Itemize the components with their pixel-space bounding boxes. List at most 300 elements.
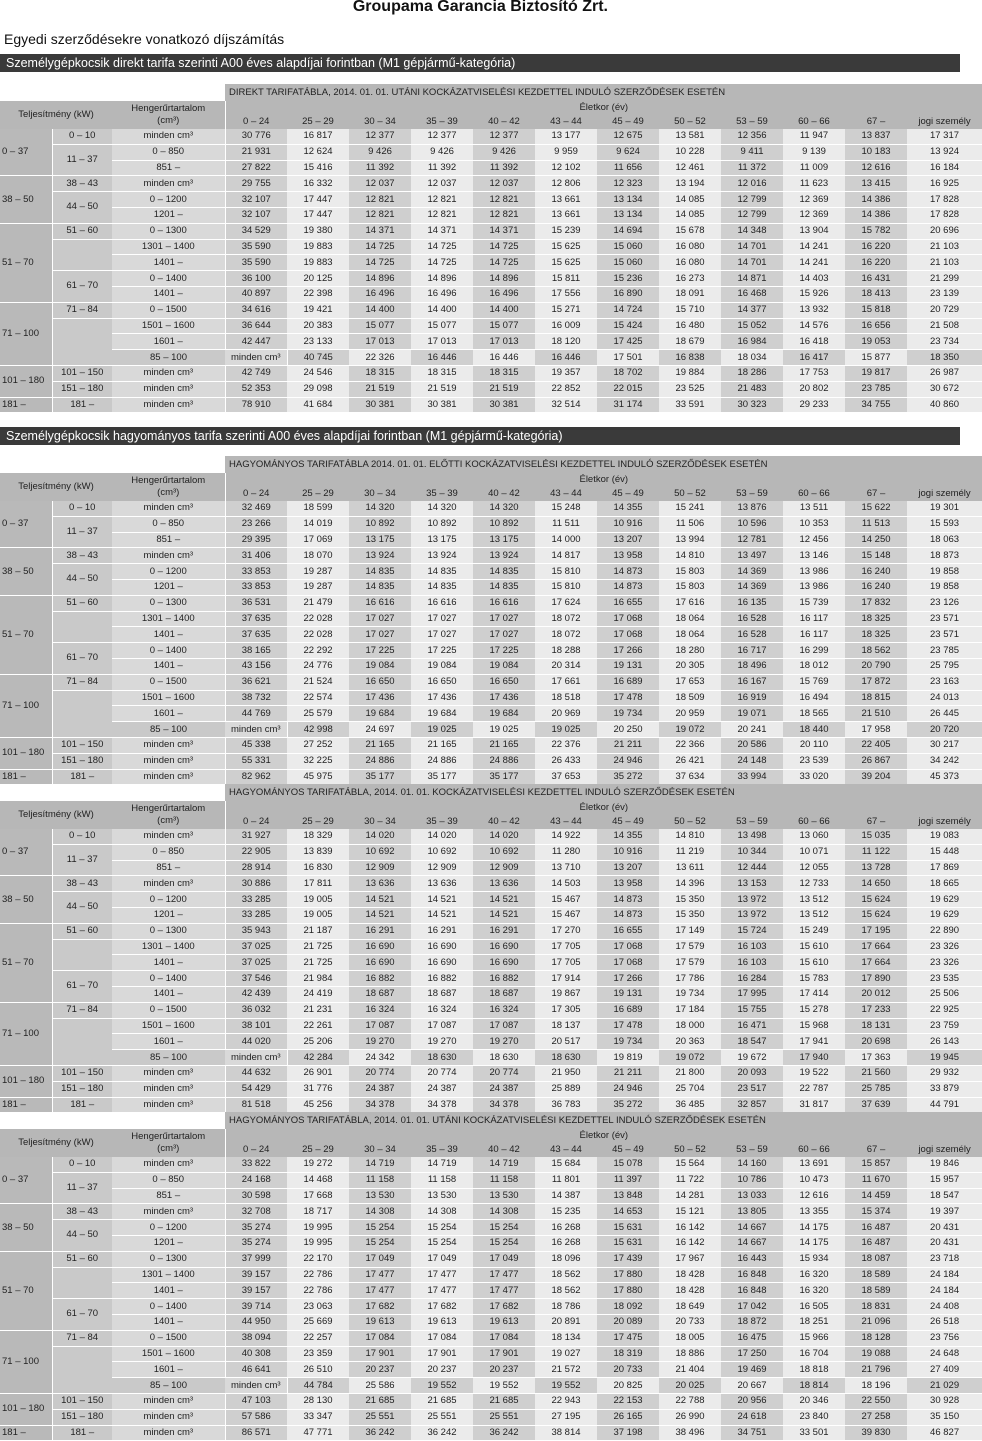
premium-cell: 15 254: [349, 1235, 411, 1251]
premium-cell: 18 091: [659, 286, 721, 302]
premium-cell: 15 254: [473, 1235, 535, 1251]
cc-range-label: minden cm³: [112, 381, 225, 397]
premium-cell: 24 419: [287, 986, 349, 1002]
premium-cell: 20 383: [287, 318, 349, 334]
cc-range-label: minden cm³: [112, 1081, 225, 1097]
premium-cell: 18 000: [659, 1018, 721, 1034]
cc-range-label: 0 – 1400: [112, 971, 225, 987]
premium-cell: 29 755: [225, 176, 287, 192]
premium-cell: 14 371: [473, 223, 535, 239]
premium-cell: 14 653: [597, 1204, 659, 1220]
premium-cell: 14 873: [597, 907, 659, 923]
premium-cell: 14 403: [783, 271, 845, 287]
premium-cell: 23 571: [907, 627, 982, 643]
premium-cell: 17 027: [349, 611, 411, 627]
premium-cell: 15 271: [535, 302, 597, 318]
premium-cell: 52 353: [225, 381, 287, 397]
premium-cell: 14 241: [783, 255, 845, 271]
premium-cell: 15 078: [597, 1157, 659, 1172]
premium-cell: 16 689: [597, 1002, 659, 1018]
kw-subgroup-label: 85 – 100: [112, 722, 225, 738]
premium-cell: 14 835: [349, 564, 411, 580]
premium-cell: 16 616: [473, 595, 535, 611]
age-column-header: 53 – 59: [721, 1143, 783, 1157]
age-column-header: 0 – 24: [225, 115, 287, 129]
premium-cell: 20 346: [783, 1393, 845, 1409]
premium-cell: 21 796: [845, 1362, 907, 1378]
premium-cell: 12 461: [659, 160, 721, 176]
premium-cell: 16 650: [473, 674, 535, 690]
premium-cell: 17 890: [845, 971, 907, 987]
premium-cell: 17 414: [783, 986, 845, 1002]
premium-cell: 15 254: [411, 1235, 473, 1251]
premium-cell: 14 810: [659, 548, 721, 564]
premium-cell: 17 828: [907, 207, 982, 223]
premium-cell: 33 347: [287, 1409, 349, 1425]
premium-cell: 16 431: [845, 271, 907, 287]
premium-cell: 16 496: [349, 286, 411, 302]
premium-cell: 16 494: [783, 690, 845, 706]
premium-cell: 20 363: [659, 1034, 721, 1050]
age-column-header: 35 – 39: [411, 115, 473, 129]
premium-cell: 19 552: [473, 1378, 535, 1394]
cc-range-label: 1201 –: [112, 207, 225, 223]
premium-cell: 32 469: [225, 501, 287, 516]
premium-cell: 15 235: [535, 1204, 597, 1220]
premium-cell: 14 694: [597, 223, 659, 239]
premium-cell: 14 701: [721, 255, 783, 271]
premium-cell: 13 530: [411, 1188, 473, 1204]
premium-cell: 14 835: [349, 579, 411, 595]
premium-cell: 16 320: [783, 1283, 845, 1299]
age-column-header: 35 – 39: [411, 1143, 473, 1157]
premium-cell: 12 616: [845, 160, 907, 176]
cc-range-label: 1501 – 1600: [112, 690, 225, 706]
premium-cell: 18 562: [535, 1283, 597, 1299]
premium-cell: 14 521: [473, 892, 535, 908]
premium-cell: 37 635: [225, 627, 287, 643]
premium-cell: 16 984: [721, 334, 783, 350]
premium-cell: 30 323: [721, 397, 783, 413]
cc-header-label: Hengerűrtartalom: [131, 103, 206, 114]
cc-range-label: minden cm³: [112, 753, 225, 769]
premium-cell: 11 158: [349, 1172, 411, 1188]
premium-cell: 16 446: [411, 350, 473, 366]
premium-cell: 35 590: [225, 239, 287, 255]
premium-cell: 19 005: [287, 907, 349, 923]
premium-cell: 15 968: [783, 1018, 845, 1034]
premium-cell: 17 068: [597, 627, 659, 643]
premium-cell: 13 848: [597, 1188, 659, 1204]
premium-cell: 18 072: [535, 611, 597, 627]
premium-cell: 12 377: [349, 129, 411, 144]
premium-cell: 18 315: [349, 365, 411, 381]
premium-cell: 32 107: [225, 207, 287, 223]
cc-range-label: 0 – 1400: [112, 1299, 225, 1315]
table-row: [0, 1172, 982, 1188]
premium-cell: 17 027: [473, 627, 535, 643]
table-row: [0, 1362, 982, 1378]
premium-cell: 20 667: [721, 1378, 783, 1394]
premium-cell: 15 803: [659, 564, 721, 580]
premium-cell: 17 013: [473, 334, 535, 350]
premium-cell: 19 397: [907, 1204, 982, 1220]
age-column-header: 45 – 49: [597, 815, 659, 829]
premium-cell: 44 950: [225, 1314, 287, 1330]
kw-subgroup-label: [52, 318, 112, 365]
cc-range-label: 1401 –: [112, 955, 225, 971]
premium-cell: 15 724: [721, 923, 783, 939]
premium-cell: 16 650: [349, 674, 411, 690]
premium-cell: 15 467: [535, 892, 597, 908]
table-row: [0, 1314, 982, 1330]
premium-cell: 16 268: [535, 1235, 597, 1251]
cc-range-label: 1401 –: [112, 255, 225, 271]
premium-cell: 19 552: [411, 1378, 473, 1394]
premium-cell: 24 387: [349, 1081, 411, 1097]
kw-group-label: 71 – 100: [0, 1002, 52, 1065]
premium-cell: 12 444: [721, 860, 783, 876]
premium-cell: 25 785: [845, 1081, 907, 1097]
age-column-header: jogi személy: [907, 487, 982, 501]
premium-cell: 18 005: [659, 1330, 721, 1346]
premium-cell: 44 020: [225, 1034, 287, 1050]
premium-cell: 14 896: [411, 271, 473, 287]
premium-cell: 16 690: [473, 939, 535, 955]
rate-table-traditional-before-2014: [0, 456, 982, 785]
premium-cell: 17 266: [597, 643, 659, 659]
premium-cell: 23 163: [907, 674, 982, 690]
premium-cell: 15 254: [473, 1220, 535, 1236]
premium-cell: 13 636: [473, 876, 535, 892]
premium-cell: 19 884: [659, 365, 721, 381]
table-row: [0, 286, 982, 302]
premium-cell: 18 325: [845, 627, 907, 643]
table-row: [0, 611, 982, 627]
premium-cell: 19 084: [473, 658, 535, 674]
premium-cell: 16 291: [473, 923, 535, 939]
cc-range-label: minden cm³: [112, 176, 225, 192]
premium-cell: 35 274: [225, 1235, 287, 1251]
premium-cell: 16 117: [783, 611, 845, 627]
premium-cell: 17 436: [349, 690, 411, 706]
premium-cell: 19 380: [287, 223, 349, 239]
cc-range-label: 851 –: [112, 860, 225, 876]
premium-cell: 25 506: [907, 986, 982, 1002]
premium-cell: 36 032: [225, 1002, 287, 1018]
premium-cell: 9 624: [597, 144, 659, 160]
premium-cell: 11 656: [597, 160, 659, 176]
kw-subgroup-label: [52, 1346, 112, 1393]
table-row: [0, 737, 982, 753]
premium-cell: 18 702: [597, 365, 659, 381]
premium-cell: 13 972: [721, 907, 783, 923]
premium-cell: 18 687: [473, 986, 535, 1002]
premium-cell: 14 521: [411, 907, 473, 923]
premium-cell: 39 830: [845, 1425, 907, 1441]
premium-cell: 26 433: [535, 753, 597, 769]
cc-header-unit: (cm³): [157, 815, 180, 826]
cc-range-label: 0 – 1300: [112, 1251, 225, 1267]
table-row: [0, 844, 982, 860]
premium-cell: 14 175: [783, 1220, 845, 1236]
premium-cell: 15 060: [597, 255, 659, 271]
premium-cell: 37 999: [225, 1251, 287, 1267]
premium-cell: 38 732: [225, 690, 287, 706]
premium-cell: 17 225: [473, 643, 535, 659]
table-row: [0, 1330, 982, 1346]
cc-range-label: minden cm³: [112, 1425, 225, 1441]
premium-cell: 20 802: [783, 381, 845, 397]
premium-cell: 38 496: [659, 1425, 721, 1441]
kw-subgroup-label: 38 – 43: [52, 1204, 112, 1220]
premium-cell: 16 268: [535, 1220, 597, 1236]
cc-range-label: 0 – 1400: [112, 271, 225, 287]
premium-cell: 11 372: [721, 160, 783, 176]
kw-subgroup-label: 38 – 43: [52, 176, 112, 192]
premium-cell: 12 675: [597, 129, 659, 144]
premium-cell: 24 618: [721, 1409, 783, 1425]
premium-cell: 13 661: [535, 207, 597, 223]
premium-cell: 16 142: [659, 1220, 721, 1236]
kw-subgroup-label: [52, 611, 112, 643]
header-spacer: [0, 456, 225, 473]
premium-cell: 17 027: [411, 611, 473, 627]
premium-cell: 19 684: [473, 706, 535, 722]
premium-cell: 16 656: [845, 318, 907, 334]
premium-cell: 12 102: [535, 160, 597, 176]
premium-cell: 21 519: [349, 381, 411, 397]
premium-cell: 43 156: [225, 658, 287, 674]
premium-cell: 22 405: [845, 737, 907, 753]
premium-cell: 13 415: [845, 176, 907, 192]
premium-cell: 39 157: [225, 1283, 287, 1299]
premium-cell: 82 962: [225, 769, 287, 785]
premium-cell: 11 280: [535, 844, 597, 860]
premium-cell: 15 350: [659, 892, 721, 908]
cc-range-label: 1401 –: [112, 1283, 225, 1299]
premium-cell: 13 924: [349, 548, 411, 564]
table-row: [0, 564, 982, 580]
cc-header-unit: (cm³): [157, 115, 180, 126]
age-column-header: 60 – 66: [783, 815, 845, 829]
cc-range-label: 1401 –: [112, 627, 225, 643]
premium-cell: 31 174: [597, 397, 659, 413]
kw-subgroup-label: 11 – 37: [52, 516, 112, 548]
premium-cell: 12 806: [535, 176, 597, 192]
premium-cell: 21 931: [225, 144, 287, 160]
premium-cell: 45 975: [287, 769, 349, 785]
kw-subgroup-label: 51 – 60: [52, 1251, 112, 1267]
kw-subgroup-label: 101 – 150: [52, 737, 112, 753]
premium-cell: 22 788: [659, 1393, 721, 1409]
premium-cell: 16 882: [349, 971, 411, 987]
premium-cell: 18 134: [535, 1330, 597, 1346]
premium-cell: 19 819: [597, 1050, 659, 1066]
premium-cell: 30 928: [907, 1393, 982, 1409]
premium-cell: 14 085: [659, 207, 721, 223]
age-group-header: Életkor (év): [225, 1129, 982, 1143]
premium-cell: 23 133: [287, 334, 349, 350]
premium-cell: 15 631: [597, 1235, 659, 1251]
premium-cell: 10 692: [349, 844, 411, 860]
premium-cell: 21 510: [845, 706, 907, 722]
premium-cell: 16 103: [721, 939, 783, 955]
premium-cell: 14 873: [597, 564, 659, 580]
kw-subgroup-label: 11 – 37: [52, 844, 112, 876]
premium-cell: 17 579: [659, 955, 721, 971]
kw-subgroup-label: 85 – 100: [112, 350, 225, 366]
premium-cell: 15 077: [473, 318, 535, 334]
kw-subgroup-label: 101 – 150: [52, 1065, 112, 1081]
premium-cell: 18 070: [287, 548, 349, 564]
premium-cell: 14 250: [845, 532, 907, 548]
premium-cell: 17 477: [349, 1283, 411, 1299]
premium-cell: 16 616: [349, 595, 411, 611]
premium-cell: 18 012: [783, 658, 845, 674]
premium-cell: 39 204: [845, 769, 907, 785]
premium-cell: 14 576: [783, 318, 845, 334]
premium-cell: 17 087: [411, 1018, 473, 1034]
premium-cell: 25 551: [411, 1409, 473, 1425]
age-group-header: Életkor (év): [225, 473, 982, 487]
premium-cell: 13 932: [783, 302, 845, 318]
premium-cell: 13 498: [721, 829, 783, 844]
premium-cell: 18 440: [783, 722, 845, 738]
premium-cell: 9 139: [783, 144, 845, 160]
cc-range-label: 1301 – 1400: [112, 1267, 225, 1283]
kw-subgroup-label: 44 – 50: [52, 564, 112, 596]
premium-cell: 14 308: [349, 1204, 411, 1220]
premium-cell: 18 679: [659, 334, 721, 350]
premium-cell: 20 774: [473, 1065, 535, 1081]
premium-cell: 17 624: [535, 595, 597, 611]
premium-cell: 11 158: [411, 1172, 473, 1188]
premium-cell: 14 873: [597, 579, 659, 595]
premium-cell: 15 624: [845, 907, 907, 923]
premium-cell: 21 984: [287, 971, 349, 987]
cc-range-label: 1501 – 1600: [112, 1018, 225, 1034]
premium-cell: 17 305: [535, 1002, 597, 1018]
premium-cell: 18 687: [411, 986, 473, 1002]
premium-cell: 13 512: [783, 907, 845, 923]
premium-cell: 21 029: [907, 1378, 982, 1394]
premium-cell: 13 060: [783, 829, 845, 844]
premium-cell: 16 324: [473, 1002, 535, 1018]
premium-cell: 30 217: [907, 737, 982, 753]
premium-cell: 35 150: [907, 1409, 982, 1425]
table-caption: HAGYOMÁNYOS TARIFATÁBLA 2014. 01. 01. ELŐTTI KOCKÁZATVISELÉSI KEZDETTEL INDULÓ SZERZŐDÉSEK ESETÉN: [225, 456, 982, 473]
premium-cell: 21 519: [473, 381, 535, 397]
premium-cell: 12 821: [411, 207, 473, 223]
kw-subgroup-label: 101 – 150: [52, 365, 112, 381]
premium-cell: 17 225: [411, 643, 473, 659]
premium-cell: 78 910: [225, 397, 287, 413]
premium-cell: 18 128: [845, 1330, 907, 1346]
premium-cell: 17 682: [473, 1299, 535, 1315]
premium-cell: 20 774: [349, 1065, 411, 1081]
cc-range-label: minden cm³: [112, 769, 225, 785]
premium-cell: 33 822: [225, 1157, 287, 1172]
premium-cell: 11 623: [783, 176, 845, 192]
premium-cell: 16 142: [659, 1235, 721, 1251]
premium-cell: 23 718: [907, 1251, 982, 1267]
premium-cell: 23 785: [907, 643, 982, 659]
premium-cell: 12 456: [783, 532, 845, 548]
table-row: [0, 302, 982, 318]
cc-range-label: 0 – 1500: [112, 1002, 225, 1018]
premium-cell: 14 320: [473, 501, 535, 516]
premium-cell: 17 436: [411, 690, 473, 706]
premium-cell: 15 810: [535, 579, 597, 595]
premium-cell: 20 586: [721, 737, 783, 753]
cc-header-unit: (cm³): [157, 487, 180, 498]
premium-cell: 11 158: [473, 1172, 535, 1188]
cc-range-label: minden cm³: [112, 548, 225, 564]
premium-cell: 21 187: [287, 923, 349, 939]
premium-cell: 17 013: [349, 334, 411, 350]
premium-cell: 37 546: [225, 971, 287, 987]
premium-cell: 13 207: [597, 860, 659, 876]
kw-subgroup-label: 44 – 50: [52, 192, 112, 224]
table-row: [0, 223, 982, 239]
premium-cell: 36 242: [349, 1425, 411, 1441]
premium-cell: 14 386: [845, 192, 907, 208]
premium-cell: 21 508: [907, 318, 982, 334]
cc-range-label: 0 – 1300: [112, 595, 225, 611]
premium-cell: 15 564: [659, 1157, 721, 1172]
age-column-header: 43 – 44: [535, 815, 597, 829]
premium-cell: 19 071: [721, 706, 783, 722]
premium-cell: 12 356: [721, 129, 783, 144]
table-row: [0, 1204, 982, 1220]
premium-cell: 17 317: [907, 129, 982, 144]
company-name: Groupama Garancia Biztosító Zrt.: [352, 0, 608, 15]
premium-cell: 47 103: [225, 1393, 287, 1409]
kw-subgroup-label: 11 – 37: [52, 144, 112, 176]
premium-cell: 27 258: [845, 1409, 907, 1425]
premium-cell: 13 876: [721, 501, 783, 516]
premium-cell: 20 517: [535, 1034, 597, 1050]
cc-column-header: [112, 1129, 225, 1157]
age-column-header: 30 – 34: [349, 1143, 411, 1157]
premium-cell: 10 344: [721, 844, 783, 860]
premium-cell: 37 025: [225, 955, 287, 971]
premium-cell: 19 817: [845, 365, 907, 381]
premium-cell: 14 835: [411, 564, 473, 580]
premium-cell: 16 291: [411, 923, 473, 939]
premium-cell: 18 064: [659, 627, 721, 643]
premium-cell: 33 285: [225, 907, 287, 923]
cc-range-label: minden cm³: [225, 350, 287, 366]
premium-cell: 30 381: [411, 397, 473, 413]
premium-cell: 13 924: [907, 144, 982, 160]
premium-cell: 13 837: [845, 129, 907, 144]
table-row: [0, 860, 982, 876]
premium-cell: 16 690: [349, 955, 411, 971]
table-row: [0, 176, 982, 192]
premium-cell: 14 400: [473, 302, 535, 318]
cc-range-label: minden cm³: [112, 876, 225, 892]
premium-cell: 32 708: [225, 1204, 287, 1220]
age-column-header: 25 – 29: [287, 815, 349, 829]
kw-column-header: Teljesítmény (kW): [0, 101, 112, 129]
kw-group-label: 0 – 37: [0, 1157, 52, 1204]
age-column-header: jogi személy: [907, 115, 982, 129]
premium-cell: 17 049: [349, 1251, 411, 1267]
premium-cell: 20 237: [411, 1362, 473, 1378]
cc-column-header: [112, 101, 225, 129]
